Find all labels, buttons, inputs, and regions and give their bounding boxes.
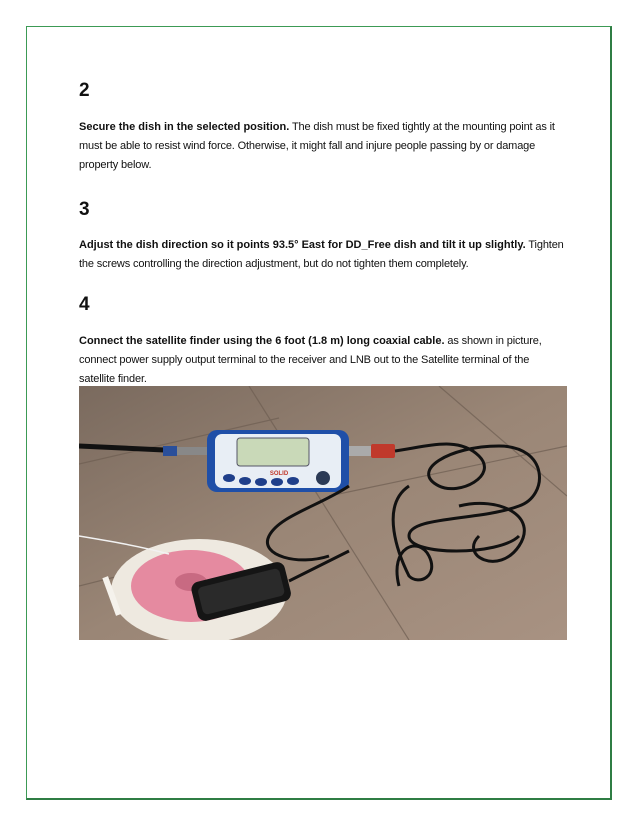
step-3-number: 3: [79, 199, 90, 220]
step-4-text: as shown in picture, connect power supply output terminal to the receiver and LNB out to the Satellite terminal of the satellite finder.: [79, 335, 542, 385]
step-3-heading: Adjust the dish direction so it points 93.5° East for DD_Free dish and tilt it up slightly.: [79, 239, 526, 251]
step-2-paragraph: [79, 118, 565, 175]
satellite-finder-photo: [79, 386, 567, 640]
step-4-heading: Connect the satellite finder using the 6 foot (1.8 m) long coaxial cable.: [79, 335, 445, 347]
step-2-text: The dish must be fixed tightly at the mounting point as it must be able to resist wind force. Otherwise, it might fall and injure people passing by or damage property below.: [79, 121, 555, 171]
f-connector-left: [163, 446, 177, 456]
step-2-number: 2: [79, 80, 90, 101]
red-connector: [371, 444, 395, 458]
step-3-paragraph: [79, 236, 565, 274]
step-4-paragraph: [79, 332, 565, 389]
tuning-knob: [316, 471, 330, 485]
f-connector-right: [349, 446, 371, 456]
lcd-screen: [237, 438, 309, 466]
step-4-number: 4: [79, 294, 90, 315]
connector-barrel: [177, 447, 207, 455]
step-3-text: Tighten the screws controlling the direction adjustment, but do not tighten them completely.: [79, 239, 564, 270]
step-2-heading: Secure the dish in the selected position.: [79, 121, 290, 133]
device-brand: SOLID: [269, 471, 289, 477]
